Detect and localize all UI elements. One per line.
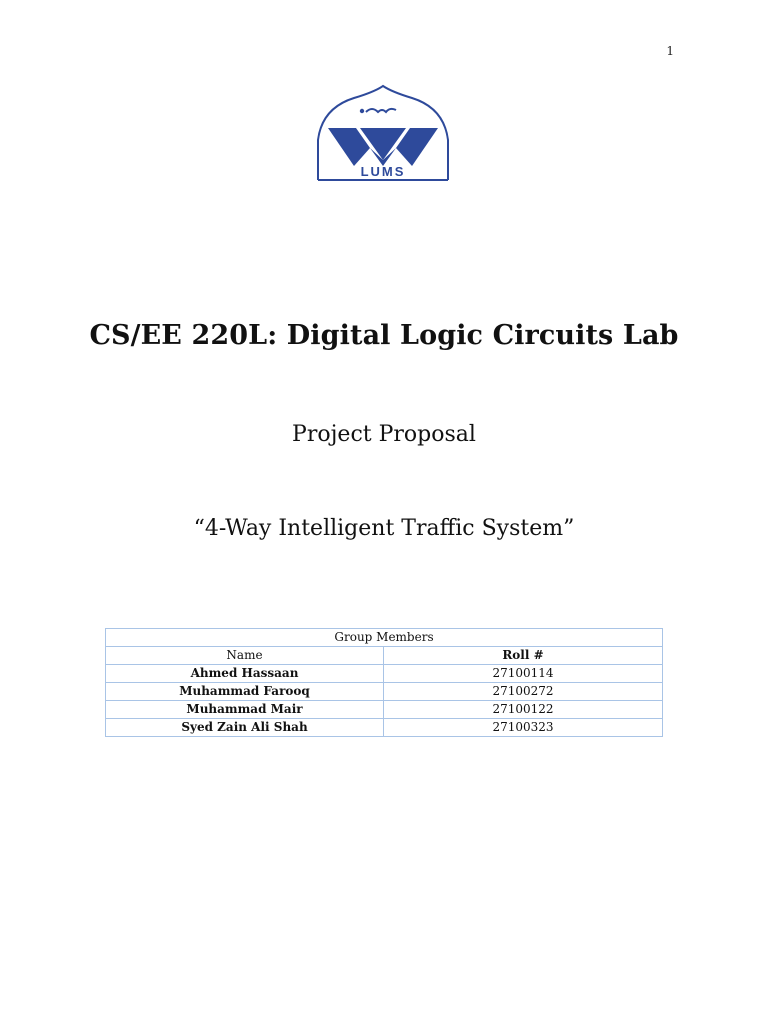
member-roll: 27100122 (384, 701, 663, 719)
member-name: Muhammad Mair (106, 701, 384, 719)
page-number: 1 (666, 44, 674, 58)
header-name: Name (106, 647, 384, 665)
member-roll: 27100272 (384, 683, 663, 701)
member-name: Ahmed Hassaan (106, 665, 384, 683)
header-roll: Roll # (384, 647, 663, 665)
member-name: Muhammad Farooq (106, 683, 384, 701)
member-roll: 27100114 (384, 665, 663, 683)
table-row (106, 719, 663, 737)
lums-logo-icon (314, 84, 452, 196)
project-name: “4-Way Intelligent Traffic System” (193, 516, 575, 541)
table-caption: Group Members (106, 629, 663, 647)
logo-text: LUMS (360, 164, 406, 179)
table-caption-row (106, 629, 663, 647)
group-members-table (105, 628, 663, 737)
member-roll: 27100323 (384, 719, 663, 737)
table-row (106, 665, 663, 683)
document-subtitle: Project Proposal (292, 422, 476, 447)
table-row (106, 701, 663, 719)
table-row (106, 683, 663, 701)
document-title: CS/EE 220L: Digital Logic Circuits Lab (89, 320, 679, 351)
table-header-row (106, 647, 663, 665)
member-name: Syed Zain Ali Shah (106, 719, 384, 737)
